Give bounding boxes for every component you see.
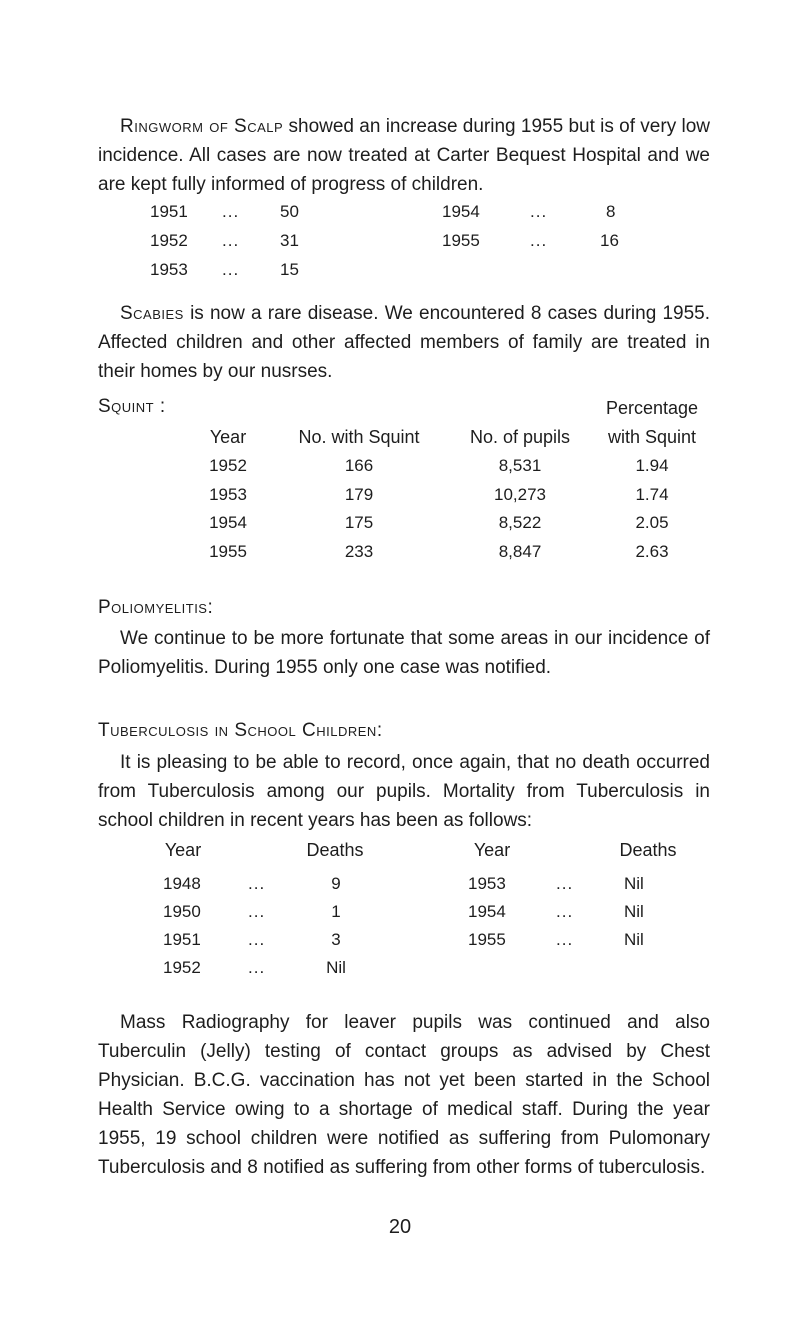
ringworm-year: 1955 (442, 231, 480, 250)
leader-dots: ... (530, 202, 548, 221)
ringworm-cases: 31 (280, 231, 299, 250)
leader-dots: ... (222, 231, 240, 250)
tb-deaths: 3 (331, 930, 341, 949)
tb-year: 1951 (163, 930, 201, 949)
leader-dots: ... (248, 930, 266, 949)
tb-year: 1948 (163, 874, 201, 893)
tb-deaths: Nil (624, 874, 644, 893)
squint-cell: 1.74 (635, 485, 669, 504)
squint-col-percentage: with Squint (607, 427, 697, 447)
leader-dots: ... (556, 902, 574, 921)
squint-cell: 2.63 (635, 542, 669, 561)
tb-col-year: Year (473, 840, 511, 860)
leader-dots: ... (556, 874, 574, 893)
tb-deaths: 1 (331, 902, 341, 921)
ringworm-paragraph (98, 112, 710, 199)
squint-col-year: Year (209, 427, 247, 447)
leader-dots: ... (556, 930, 574, 949)
tb-deaths: 9 (331, 874, 341, 893)
squint-cell: 233 (344, 542, 374, 561)
tb-col-deaths: Deaths (306, 840, 364, 860)
squint-col-with-squint: No. with Squint (298, 427, 420, 447)
squint-heading: Squint : (98, 396, 166, 417)
leader-dots: ... (222, 202, 240, 221)
leader-dots: ... (530, 231, 548, 250)
squint-cell: 10,273 (494, 485, 546, 504)
scabies-text: is now a rare disease. We encountered 8 cases during 1955. Affected children and other affected members of family are treated in their homes by our nusrses. (98, 303, 711, 382)
squint-cell: 1.94 (635, 456, 669, 475)
squint-cell: 1952 (209, 456, 247, 475)
squint-cell: 166 (344, 456, 374, 475)
tb-year: 1952 (163, 958, 201, 977)
ringworm-heading: Ringworm of Scalp (120, 116, 284, 137)
tb-deaths: Nil (624, 902, 644, 921)
tb-year: 1954 (468, 902, 506, 921)
tb-text: It is pleasing to be able to record, once again, that no death occurred from Tuberculosis among our pupils. Mortality from Tuberculosis in school children in recent years has been as follows: (98, 752, 710, 831)
tb-heading: Tuberculosis in School Children: (98, 720, 383, 741)
polio-text: We continue to be more fortunate that some areas in our incidence of Poliomyelitis. During 1955 only one case was notified. (98, 628, 710, 678)
tb-col-deaths: Deaths (619, 840, 677, 860)
leader-dots: ... (248, 874, 266, 893)
squint-percentage-label: Percentage (605, 398, 699, 418)
tb-year: 1950 (163, 902, 201, 921)
tb-col-year: Year (164, 840, 202, 860)
leader-dots: ... (222, 260, 240, 279)
polio-heading: Poliomyelitis: (98, 597, 214, 618)
ringworm-year: 1953 (150, 260, 188, 279)
ringworm-cases: 16 (600, 231, 619, 250)
tb-closing: Mass Radiography for leaver pupils was continued and also Tuberculin (Jelly) testing of contact groups as advised by Chest Physician. B.C.G. vaccination has not yet been started in the School Health Service owing to a shortage of medical staff. During the year 1955, 19 school children were notified as suffering from Pulomonary Tuberculosis and 8 notified as suffering from other forms of tuberculosis. (98, 1012, 710, 1178)
squint-cell: 8,531 (498, 456, 542, 475)
squint-cell: 8,522 (498, 513, 542, 532)
leader-dots: ... (248, 902, 266, 921)
tb-deaths: Nil (326, 958, 346, 977)
squint-cell: 1955 (209, 542, 247, 561)
ringworm-cases: 50 (280, 202, 299, 221)
squint-cell: 1954 (209, 513, 247, 532)
ringworm-text: showed an increase during 1955 but is of very low incidence. All cases are now treated at Carter Bequest Hospital and we are kept fully informed of progress of children. (98, 116, 710, 195)
ringworm-year: 1952 (150, 231, 188, 250)
squint-cell: 179 (344, 485, 374, 504)
squint-cell: 175 (344, 513, 374, 532)
ringworm-cases: 15 (280, 260, 299, 279)
tb-deaths: Nil (624, 930, 644, 949)
ringworm-cases: 8 (606, 202, 616, 221)
page-number: 20 (388, 1216, 412, 1238)
tb-year: 1955 (468, 930, 506, 949)
ringworm-year: 1951 (150, 202, 188, 221)
squint-cell: 1953 (209, 485, 247, 504)
squint-cell: 8,847 (498, 542, 542, 561)
leader-dots: ... (248, 958, 266, 977)
scabies-heading: Scabies (120, 303, 184, 324)
scabies-paragraph (98, 299, 710, 386)
tb-year: 1953 (468, 874, 506, 893)
ringworm-year: 1954 (442, 202, 480, 221)
squint-cell: 2.05 (635, 513, 669, 532)
squint-col-pupils: No. of pupils (469, 427, 571, 447)
